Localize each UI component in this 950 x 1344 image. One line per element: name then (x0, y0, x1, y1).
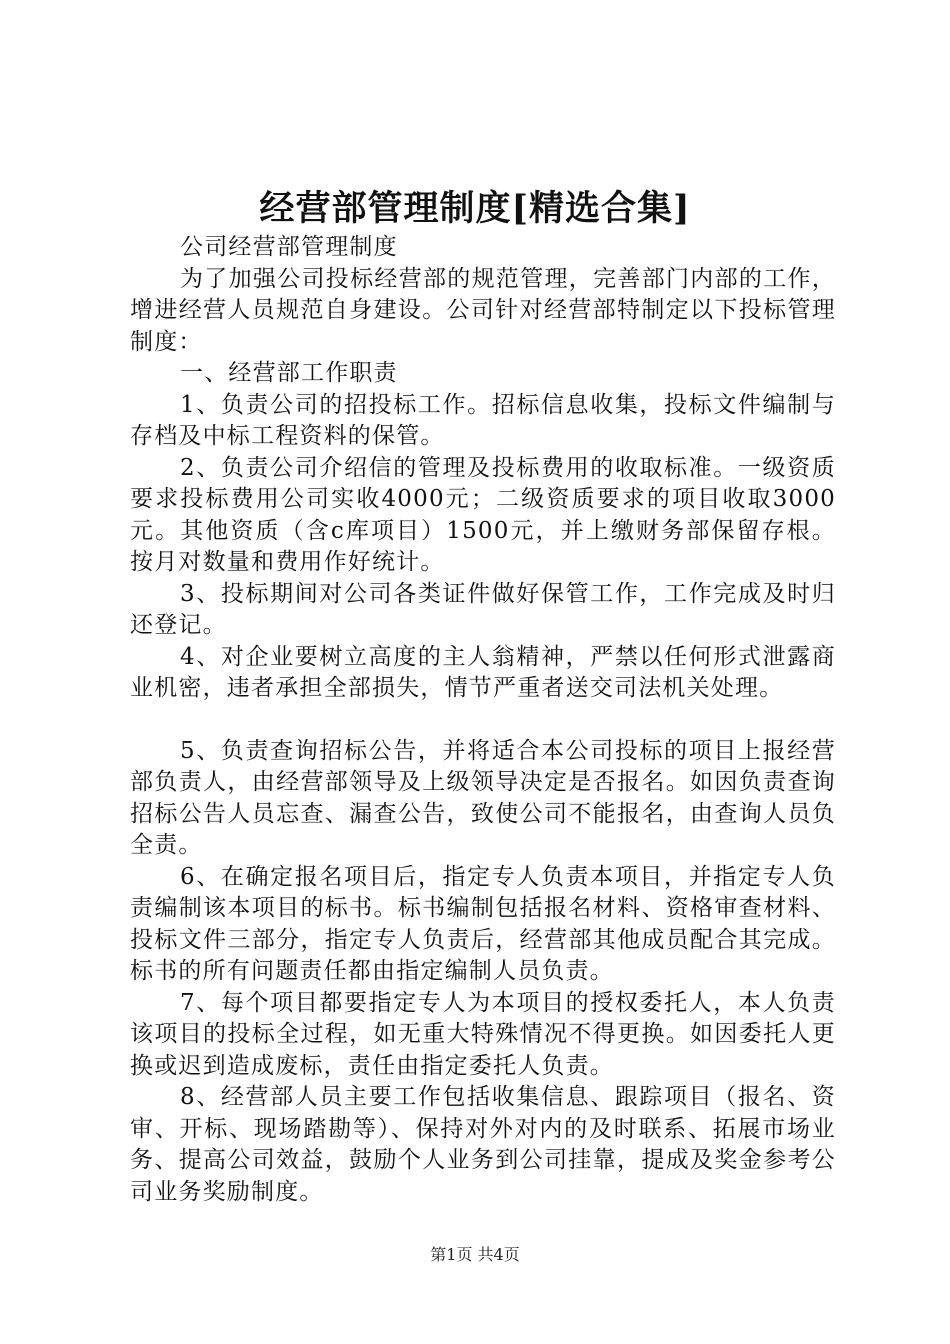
duty-item-5: 5、负责查询招标公告，并将适合本公司投标的项目上报经营部负责人，由经营部领导及上级领导决定是否报名。如因负责查询招标公告人员忘查、漏查公告，致使公司不能报名，由查询人员负全责。 (130, 737, 836, 858)
duty-item-1: 1、负责公司的招投标工作。招标信息收集，投标文件编制与存档及中标工程资料的保管。 (130, 391, 836, 449)
duty-item-8: 8、经营部人员主要工作包括收集信息、跟踪项目（报名、资审、开标、现场踏勘等）、保持对外对内的及时联系、拓展市场业务、提高公司效益，鼓励个人业务到公司挂靠，提成及奖金参考公司业务奖励制度。 (130, 1084, 836, 1205)
page-number-footer: 第1页 共4页 (430, 1245, 520, 1264)
intro-paragraph: 为了加强公司投标经营部的规范管理，完善部门内部的工作，增进经营人员规范自身建设。公司针对经营部特制定以下投标管理制度： (130, 265, 836, 355)
document-title: 经营部管理制度[精选合集] (259, 188, 691, 229)
duty-item-2: 2、负责公司介绍信的管理及投标费用的收取标准。一级资质要求投标费用公司实收4000元；二级资质要求的项目收取3000元。其他资质（含c库项目）1500元，并上缴财务部保留存根。按月对数量和费用作好统计。 (130, 454, 836, 575)
subsection-heading: 一、经营部工作职责 (180, 360, 398, 386)
duty-item-3: 3、投标期间对公司各类证件做好保管工作，工作完成及时归还登记。 (130, 580, 836, 638)
duty-item-4: 4、对企业要树立高度的主人翁精神，严禁以任何形式泄露商业机密，违者承担全部损失，情节严重者送交司法机关处理。 (130, 643, 836, 701)
section-heading: 公司经营部管理制度 (180, 234, 398, 260)
document-body (130, 232, 836, 1208)
duty-item-6: 6、在确定报名项目后，指定专人负责本项目，并指定专人负责编制该本项目的标书。标书编制包括报名材料、资格审查材料、投标文件三部分，指定专人负责后，经营部其他成员配合其完成。标书的所有问题责任都由指定编制人员负责。 (130, 863, 836, 984)
duty-item-7: 7、每个项目都要指定专人为本项目的授权委托人，本人负责该项目的投标全过程，如无重大特殊情况不得更换。如因委托人更换或迟到造成废标，责任由指定委托人负责。 (130, 989, 836, 1079)
